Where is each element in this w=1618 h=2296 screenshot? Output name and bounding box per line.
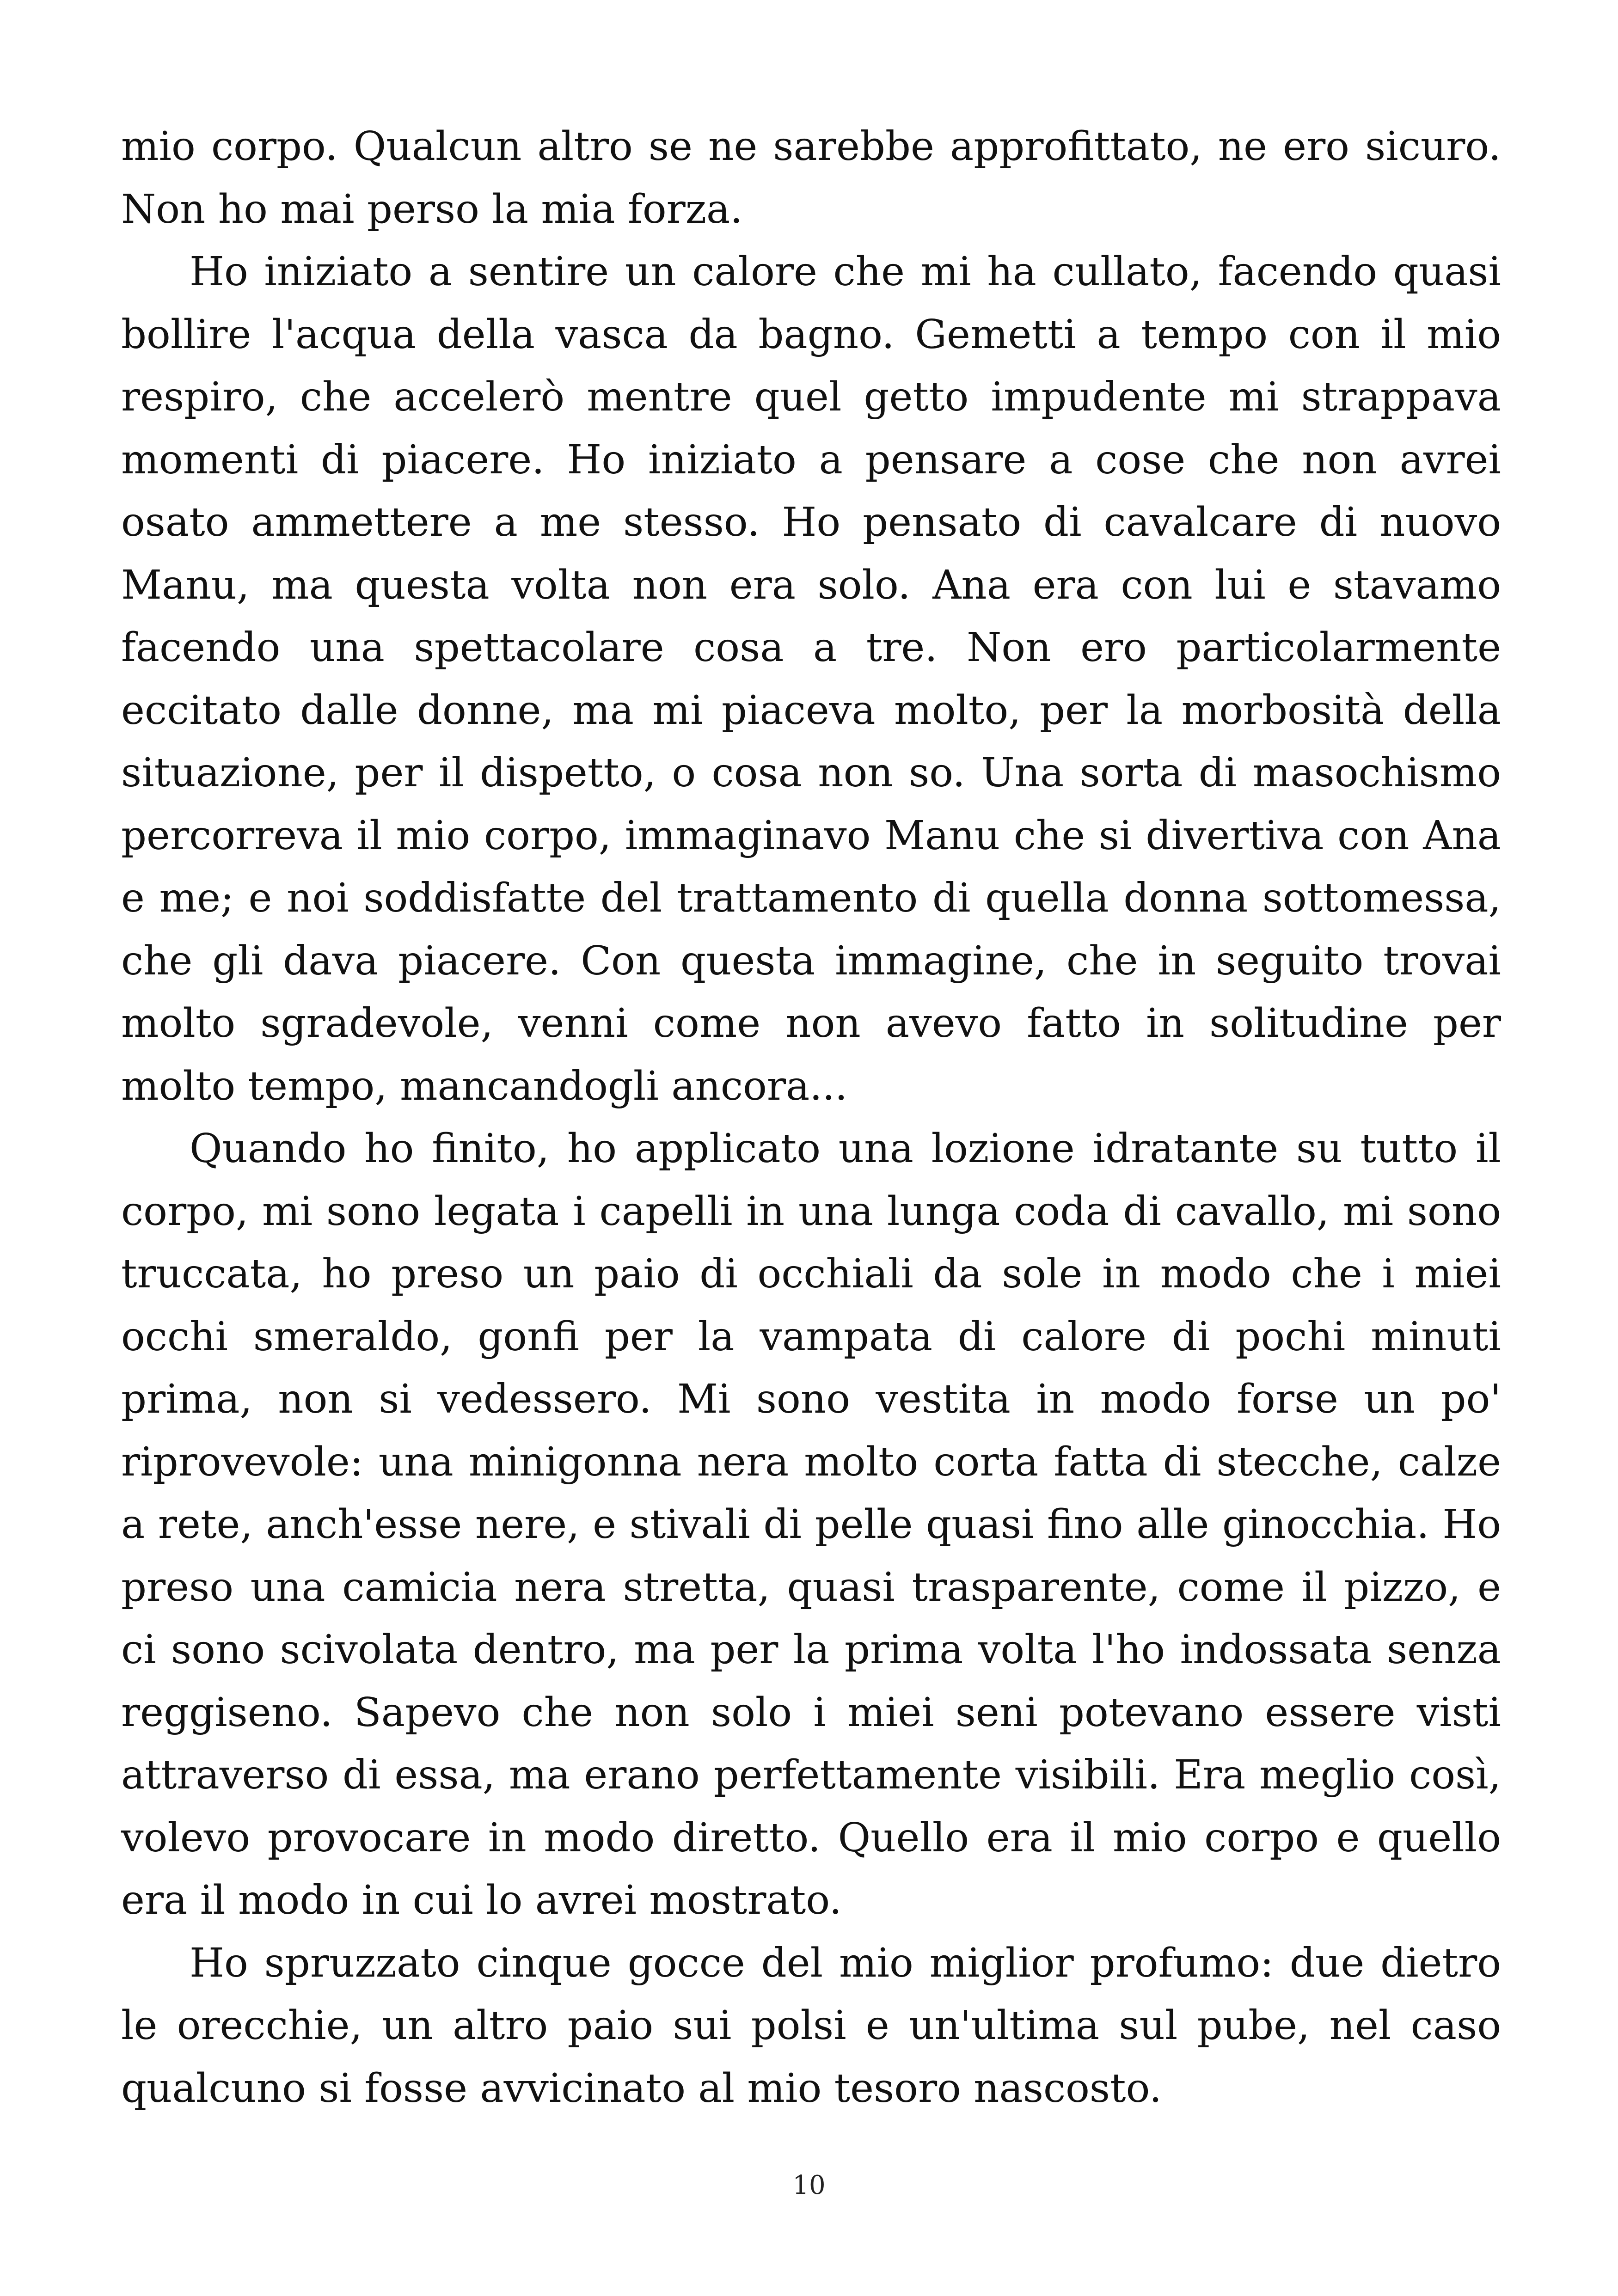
- page-body: [121, 116, 1501, 2120]
- paragraph-2: Ho iniziato a sentire un calore che mi ha cullato, facendo quasi bollire l'acqua della vasca da bagno. Gemetti a tempo con il mio respiro, che accelerò mentre quel getto impudente mi strappava momenti di piacere. Ho iniziato a pensare a cose che non avrei osato ammettere a me stesso. Ho pensato di cavalcare di nuovo Manu, ma questa volta non era solo. Ana era con lui e stavamo facendo una spettacolare cosa a tre. Non ero particolarmente eccitato dalle donne, ma mi piaceva molto, per la morbosità della situazione, per il dispetto, o cosa non so. Una sorta di masochismo percorreva il mio corpo, immaginavo Manu che si divertiva con Ana e me; e noi soddisfatte del trattamento di quella donna sottomessa, che gli dava piacere. Con questa immagine, che in seguito trovai molto sgradevole, venni come non avevo fatto in solitudine per molto tempo, mancandogli ancora...: [121, 249, 1501, 1109]
- paragraph-3: Quando ho finito, ho applicato una lozione idratante su tutto il corpo, mi sono legata i capelli in una lunga coda di cavallo, mi sono truccata, ho preso un paio di occhiali da sole in modo che i miei occhi smeraldo, gonfi per la vampata di calore di pochi minuti prima, non si vedessero. Mi sono vestita in modo forse un po' riprovevole: una minigonna nera molto corta fatta di stecche, calze a rete, anch'esse nere, e stivali di pelle quasi fino alle ginocchia. Ho preso una camicia nera stretta, quasi trasparente, come il pizzo, e ci sono scivolata dentro, ma per la prima volta l'ho indossata senza reggiseno. Sapevo che non solo i miei seni potevano essere visti attraverso di essa, ma erano perfettamente visibili. Era meglio così, volevo provocare in modo diretto. Quello era il mio corpo e quello era il modo in cui lo avrei mostrato.: [121, 1126, 1501, 1923]
- page-number: 10: [792, 2170, 826, 2200]
- paragraph-1: mio corpo. Qualcun altro se ne sarebbe approfittato, ne ero sicuro. Non ho mai perso la mia forza.: [121, 123, 1501, 233]
- paragraph-4: Ho spruzzato cinque gocce del mio miglior profumo: due dietro le orecchie, un altro paio sui polsi e un'ultima sul pube, nel caso qualcuno si fosse avvicinato al mio tesoro nascosto.: [121, 1940, 1501, 2112]
